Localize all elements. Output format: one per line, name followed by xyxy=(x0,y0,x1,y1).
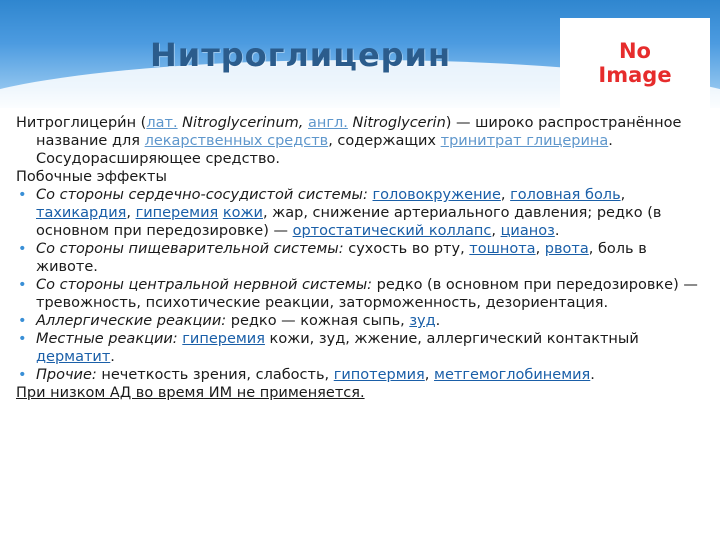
footer-note: При низком АД во время ИМ не применяется. xyxy=(16,385,365,401)
item-label: Прочие: xyxy=(36,367,97,383)
item-text: . xyxy=(110,349,115,365)
bullet-icon: • xyxy=(18,367,27,383)
item-text: , xyxy=(424,367,435,383)
lat-name: Nitroglycerinum, xyxy=(177,115,308,131)
link-hyperemia[interactable]: гиперемия xyxy=(135,205,219,221)
item-text: , xyxy=(500,187,511,203)
intro-open-paren: ( xyxy=(140,115,147,131)
eng-link[interactable]: англ. xyxy=(308,115,348,131)
lat-link[interactable]: лат. xyxy=(146,115,178,131)
item-label: Со стороны центральной нервной системы: xyxy=(36,277,373,293)
list-item-digestive xyxy=(16,240,706,276)
link-cyanosis[interactable]: цианоз xyxy=(500,223,555,239)
item-label: Местные реакции: xyxy=(36,331,178,347)
item-label: Аллергические реакции: xyxy=(36,313,227,329)
drugs-link[interactable]: лекарственных средств xyxy=(144,133,329,149)
link-orthostatic-collapse[interactable]: ортостатический коллапс xyxy=(292,223,492,239)
slide-title: Нитроглицерин xyxy=(150,36,452,74)
item-text: , жар, снижение артериального давления; редко (в основном при передозировке) — xyxy=(36,205,662,239)
list-item-cardiovascular xyxy=(16,186,706,240)
bullet-icon: • xyxy=(18,331,27,347)
bullet-icon: • xyxy=(18,187,27,203)
intro-text-3: . Сосудорасширяющее средство. xyxy=(36,133,613,167)
link-hyperemia-local[interactable]: гиперемия xyxy=(182,331,265,347)
item-text: , xyxy=(535,241,545,257)
link-dizziness[interactable]: головокружение xyxy=(372,187,501,203)
item-label: Со стороны сердечно-сосудистой системы: xyxy=(36,187,368,203)
link-headache[interactable]: головная боль xyxy=(510,187,621,203)
placeholder-text-line2: Image xyxy=(598,63,672,87)
side-effects-heading: Побочные эффекты xyxy=(16,169,167,185)
intro-text-2: , содержащих xyxy=(328,133,441,149)
intro-term: Нитроглицери́н xyxy=(16,115,137,131)
item-text: редко — кожная сыпь, xyxy=(226,313,410,329)
intro-paragraph xyxy=(16,114,706,168)
item-text: кожи, зуд, жжение, аллергический контактный xyxy=(264,331,639,347)
item-text: , боль в животе. xyxy=(36,241,647,275)
list-item-cns xyxy=(16,276,706,312)
item-text: нечеткость зрения, слабость, xyxy=(96,367,334,383)
image-placeholder xyxy=(560,18,710,108)
article-body xyxy=(16,114,706,402)
trinitrate-link[interactable]: тринитрат глицерина xyxy=(440,133,609,149)
side-effects-list xyxy=(16,186,706,384)
placeholder-text-line1: No xyxy=(618,38,651,63)
intro-text-1: ) — широко распространённое название для xyxy=(36,115,682,149)
item-text: . xyxy=(590,367,595,383)
link-methemoglobinemia[interactable]: метгемоглобинемия xyxy=(434,367,591,383)
item-text: . xyxy=(435,313,441,329)
item-text: сухость во рту, xyxy=(343,241,470,257)
item-label: Со стороны пищеварительной системы: xyxy=(36,241,344,257)
header-banner xyxy=(0,0,720,108)
list-item-other xyxy=(16,366,706,384)
link-dermatitis[interactable]: дерматит xyxy=(36,349,111,365)
item-text: . xyxy=(554,223,560,239)
link-itch[interactable]: зуд xyxy=(409,313,436,329)
list-item-local xyxy=(16,330,706,366)
bullet-icon: • xyxy=(18,313,27,329)
item-text: , xyxy=(620,187,626,203)
link-skin[interactable]: кожи xyxy=(222,205,263,221)
link-nausea[interactable]: тошнота xyxy=(469,241,536,257)
item-text: редко (в основном при передозировке) — тревожность, психотические реакции, заторможенность, дезориентация. xyxy=(36,277,698,311)
link-hypothermia[interactable]: гипотермия xyxy=(333,367,425,383)
link-tachycardia[interactable]: тахикардия xyxy=(36,205,127,221)
link-vomiting[interactable]: рвота xyxy=(544,241,589,257)
item-text: , xyxy=(126,205,136,221)
list-item-allergic xyxy=(16,312,706,330)
eng-name: Nitroglycerin xyxy=(347,115,446,131)
item-text: , xyxy=(491,223,501,239)
bullet-icon: • xyxy=(18,277,27,293)
bullet-icon: • xyxy=(18,241,27,257)
